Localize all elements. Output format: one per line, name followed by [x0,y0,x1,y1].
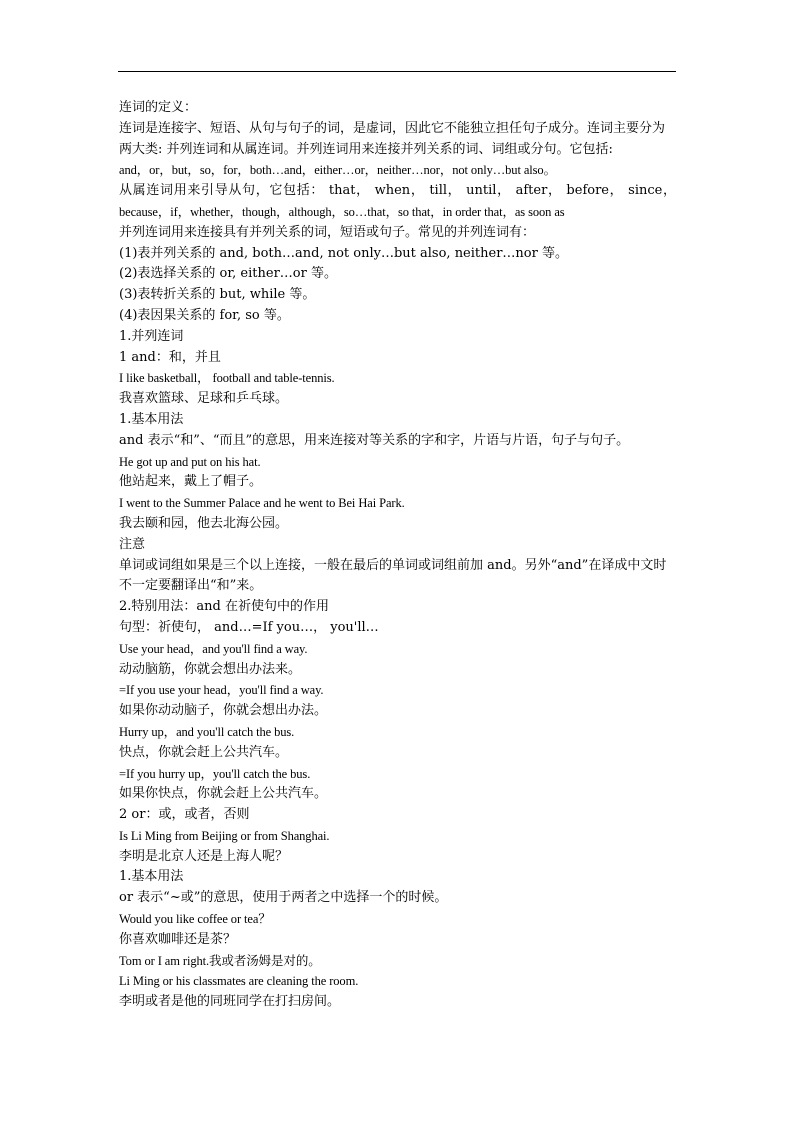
text-line: 动动脑筋，你就会想出办法来。 [119,661,302,677]
text-line: 李明是北京人还是上海人呢？ [119,848,289,864]
text-line: I like basketball， football and table-tennis. [119,371,335,386]
text-line: 并列连词用来连接具有并列关系的词，短语或句子。常见的并列连词有： [119,224,536,240]
header-rule [118,71,676,72]
text-line: 2 or：或，或者，否则 [119,807,250,823]
text-line: because，if，whether，though，although，so…that，so that，in order that，as soon as [119,204,565,219]
text-line: 他站起来，戴上了帽子。 [119,474,263,490]
text-line: 2.特别用法：and 在祈使句中的作用 [119,599,329,615]
text-line: 句型：祈使句， and…=If you…， you'll… [119,619,379,635]
text-line: 连词是连接字、短语、从句与句子的词，是虚词，因此它不能独立担任句子成分。连词主要分为两大类: 并列连词和从属连词。并列连词用来连接并列关系的词、词组或分句。它包括: [119,120,666,157]
text-line: 如果你动动脑子，你就会想出办法。 [119,703,328,719]
text-line: Is Li Ming from Beijing or from Shanghai. [119,828,330,843]
text-line: 你喜欢咖啡还是茶？ [119,931,237,947]
text-line: I went to the Summer Palace and he went to Bei Hai Park. [119,496,405,511]
text-line: Tom or I am right.我或者汤姆是对的。 [119,953,321,968]
text-line: 我喜欢篮球、足球和乒乓球。 [119,391,289,407]
document-body [119,98,676,1013]
text-line: 1.基本用法 [119,869,184,885]
text-line: Hurry up，and you'll catch the bus. [119,724,295,739]
text-line: Use your head，and you'll find a way. [119,641,308,656]
text-line: (3)表转折关系的 but, while 等。 [119,287,316,303]
text-line: 1.并列连词 [119,328,184,344]
text-line: 从属连词用来引导从句，它包括： that， when， till， until， after， before， since， [119,183,676,199]
text-line: 注意 [119,536,146,552]
text-line: 如果你快点，你就会赶上公共汽车。 [119,786,328,802]
text-line: 单词或词组如果是三个以上连接，一般在最后的单词或词组前加 and。另外“and”在译成中文时不一定要翻译出“和”来。 [119,557,667,594]
text-line: 1 and：和，并且 [119,349,221,365]
text-line: 1.基本用法 [119,411,184,427]
text-line: 李明或者是他的同班同学在打扫房间。 [119,994,341,1010]
text-line: or 表示“~或”的意思，使用于两者之中选择一个的时候。 [119,890,448,906]
text-line: =If you hurry up，you'll catch the bus. [119,766,311,781]
text-line: He got up and put on his hat. [119,454,261,469]
text-line: Would you like coffee or tea？ [119,912,271,927]
text-line: and 表示“和”、“而且”的意思，用来连接对等关系的字和字，片语与片语，句子与句子。 [119,432,630,448]
text-line: 我去颐和园，他去北海公园。 [119,515,289,531]
text-line: 连词的定义： [119,100,198,115]
text-line: (1)表并列关系的 and, both…and, not only…but also, neither…nor 等。 [119,245,568,261]
text-line: (2)表选择关系的 or, either…or 等。 [119,266,337,282]
text-line: and，or，but，so，for，both…and，either…or，neither…nor，not only…but also。 [119,163,556,178]
text-line: 快点，你就会赶上公共汽车。 [119,744,289,760]
text-line: Li Ming or his classmates are cleaning the room. [119,974,359,989]
text-line: =If you use your head，you'll find a way. [119,683,324,698]
text-line: (4)表因果关系的 for, so 等。 [119,307,290,323]
